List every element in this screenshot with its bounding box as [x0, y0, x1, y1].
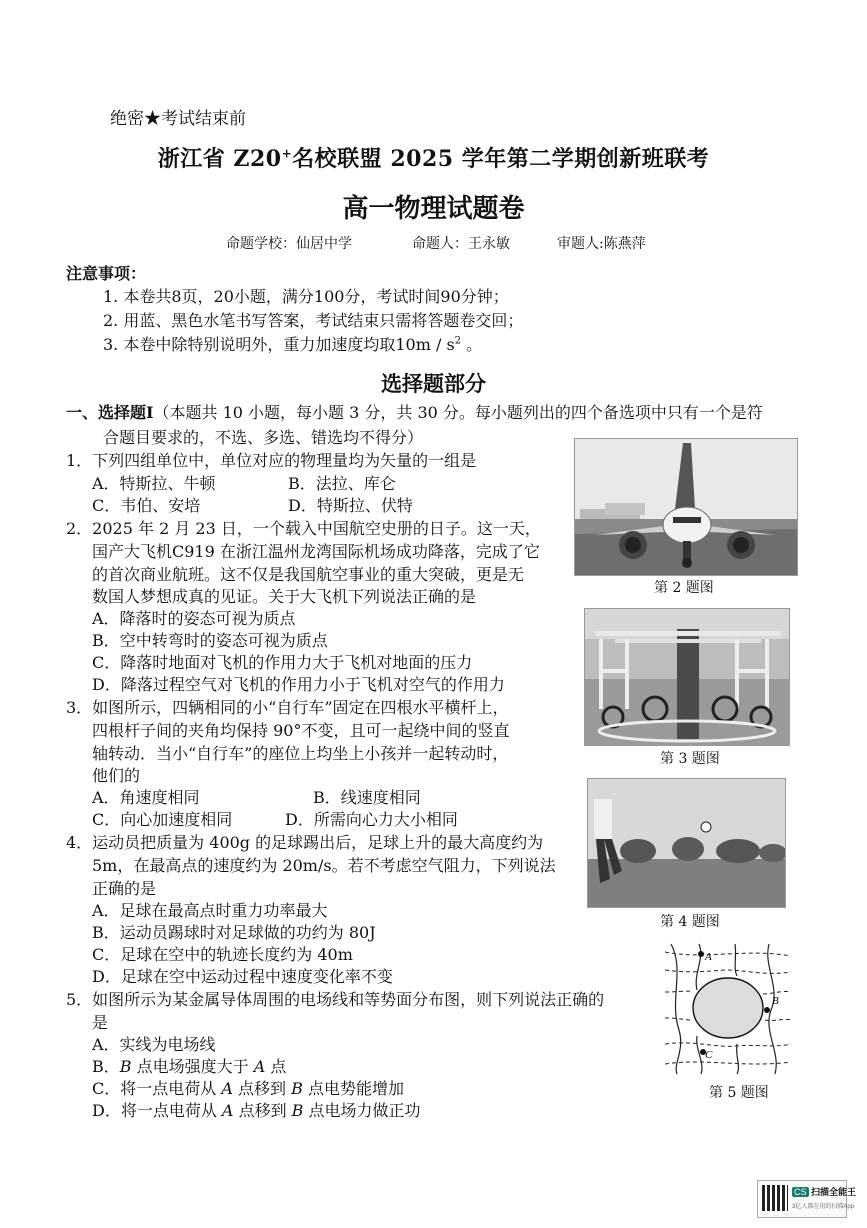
setter-name: 命题人：王永敏: [412, 236, 510, 252]
q4-option-a: A．足球在最高点时重力功率最大: [92, 901, 328, 920]
point-b-label: B: [772, 995, 779, 1007]
q2-option-c: C．降落时地面对飞机的作用力大于飞机对地面的压力: [92, 653, 473, 672]
q3-option-c: C．向心加速度相同: [92, 810, 233, 829]
reviewer-name: 审题人:陈燕萍: [557, 236, 646, 252]
scanner-watermark: [757, 1180, 857, 1218]
q5-stem-2: 是: [92, 1013, 109, 1032]
part1-instruction: 一、选择题Ⅰ（本题共 10 小题，每小题 3 分，共 30 分。每小题列出的四个备选项中只有一个是符: [66, 403, 763, 422]
q5-option-d: D．将一点电荷从 A 点移到 B 点电场力做正功: [92, 1101, 421, 1120]
notice-heading: 注意事项：: [66, 264, 147, 283]
q2-stem-4: 数国人梦想成真的见证。关于大飞机下列说法正确的是: [92, 587, 477, 606]
rotating-bicycles-photo: [584, 608, 790, 746]
q2-stem-2: 国产大飞机C919 在浙江温州龙湾国际机场成功降落，完成了它: [92, 542, 540, 561]
point-a-label: A: [705, 951, 712, 963]
q1-option-a: A．特斯拉、牛顿: [92, 474, 216, 493]
q2-option-a: A．降落时的姿态可视为质点: [92, 609, 296, 628]
notice-item-2: 2. 用蓝、黑色水笔书写答案，考试结束只需将答题卷交回；: [103, 311, 524, 330]
q4-stem-2: 5m，在最高点的速度约为 20m/s。若不考虑空气阻力，下列说法: [92, 856, 556, 875]
q1-option-d: D．特斯拉、伏特: [288, 496, 413, 515]
figure-3-caption: 第 3 题图: [660, 751, 720, 767]
q3-stem-4: 他们的: [92, 766, 141, 785]
q5-option-b: B．B 点电场强度大于 A 点: [92, 1057, 287, 1076]
electric-field-diagram: [665, 940, 791, 1076]
q3-stem-2: 四根杆子间的夹角均保持 90°不变，且可一起绕中间的竖直: [92, 721, 510, 740]
section-title: 选择题部分: [381, 371, 486, 396]
q4-option-d: D．足球在空中运动过程中速度变化率不变: [92, 967, 393, 986]
q2-stem-3: 的首次商业航班。这不仅是我国航空事业的重大突破，更是无: [92, 565, 525, 584]
airplane-photo: [574, 438, 798, 576]
point-c-label: C: [705, 1049, 713, 1061]
figure-5-caption: 第 5 题图: [709, 1085, 769, 1101]
q1-option-c: C．韦伯、安培: [92, 496, 201, 515]
setter-school: 命题学校：仙居中学: [226, 236, 352, 252]
q1-option-b: B．法拉、库仑: [288, 474, 396, 493]
figure-2-caption: 第 2 题图: [654, 580, 714, 596]
q3-option-b: B．线速度相同: [313, 788, 421, 807]
paper-title: 高一物理试题卷: [342, 194, 525, 224]
q4-option-b: B．运动员踢球时对足球做的功约为 80J: [92, 923, 376, 942]
q2-option-d: D．降落过程空气对飞机的作用力小于飞机对空气的作用力: [92, 675, 505, 694]
q3-stem-3: 轴转动．当小“自行车”的座位上均坐上小孩并一起转动时，: [92, 744, 509, 763]
exam-title: 浙江省 Z20+名校联盟 2025 学年第二学期创新班联考: [157, 146, 710, 172]
watermark-brand: 扫描全能王: [811, 1187, 857, 1197]
confidential-label: 绝密★考试结束前: [110, 109, 246, 129]
notice-item-3: 3. 本卷中除特别说明外，重力加速度均取$10m / s^2$ 。: [103, 335, 483, 354]
q2-stem-1: 2．2025 年 2 月 23 日，一个载入中国航空史册的日子。这一天，: [66, 519, 541, 538]
football-kick-photo: [587, 778, 786, 908]
watermark-subtitle: 3亿人都在用的扫描App: [792, 1204, 855, 1210]
qr-code-icon: [762, 1185, 788, 1211]
part1-instruction-cont: 合题目要求的，不选、多选、错选均不得分）: [103, 428, 424, 447]
figure-4-caption: 第 4 题图: [660, 914, 720, 930]
notice-item-1: 1. 本卷共8页，20小题，满分100分，考试时间90分钟；: [103, 287, 509, 306]
q2-option-b: B．空中转弯时的姿态可视为质点: [92, 631, 328, 650]
q1-stem: 1．下列四组单位中，单位对应的物理量均为矢量的一组是: [66, 451, 477, 470]
camscanner-logo-icon: CS: [794, 1187, 807, 1197]
q5-option-a: A．实线为电场线: [92, 1035, 216, 1054]
q3-option-d: D．所需向心力大小相同: [285, 810, 458, 829]
q5-option-c: C．将一点电荷从 A 点移到 B 点电势能增加: [92, 1079, 404, 1098]
q4-option-c: C．足球在空中的轨迹长度约为 40m: [92, 945, 353, 964]
q3-option-a: A．角速度相同: [92, 788, 200, 807]
q4-stem-3: 正确的是: [92, 879, 157, 898]
q4-stem-1: 4．运动员把质量为 400g 的足球踢出后，足球上升的最大高度约为: [66, 833, 544, 852]
q5-stem-1: 5．如图所示为某金属导体周围的电场线和等势面分布图，则下列说法正确的: [66, 990, 605, 1009]
q3-stem-1: 3．如图所示，四辆相同的小“自行车”固定在四根水平横杆上，: [66, 698, 509, 717]
